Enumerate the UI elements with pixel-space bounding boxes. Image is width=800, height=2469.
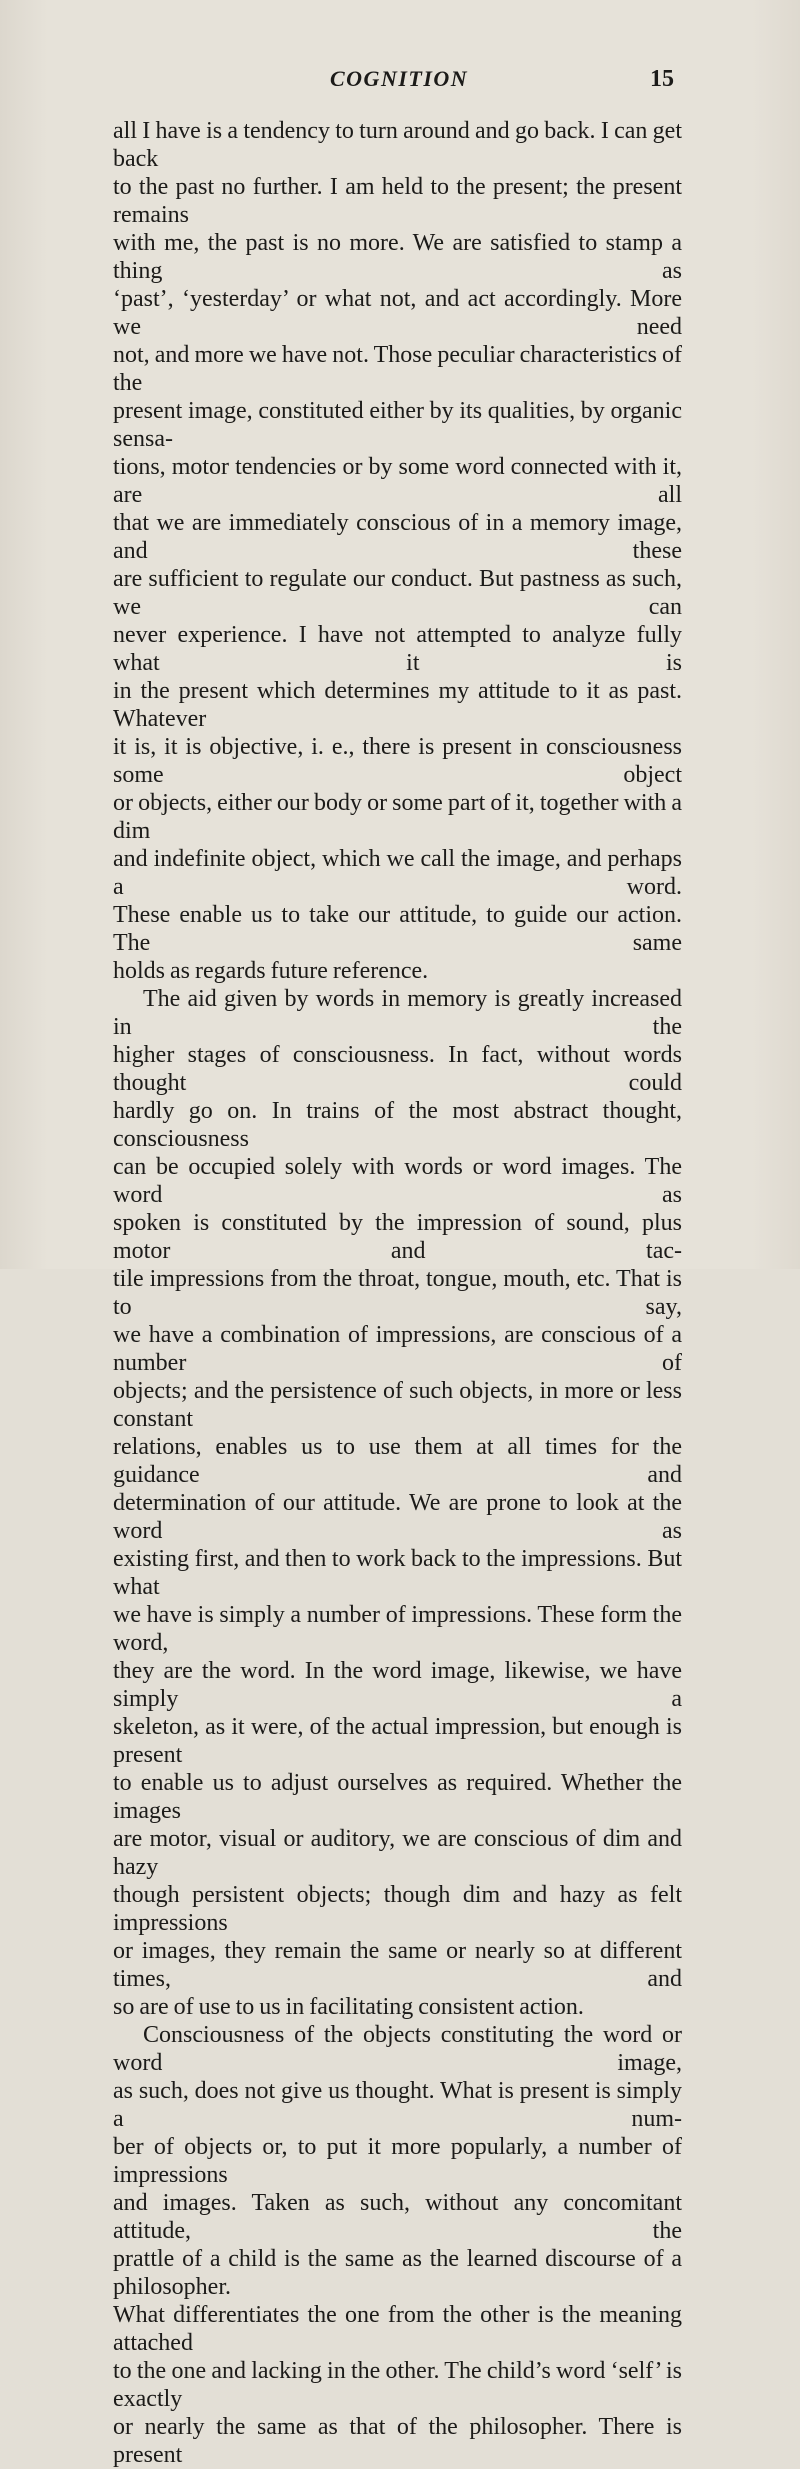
text-line: higher stages of consciousness. In fact, without words thought could [113, 1042, 682, 1096]
text-line: never experience. I have not attempted to analyze fully what it is [113, 622, 682, 676]
text-line: The aid given by words in memory is greatly increased in the [113, 986, 682, 1040]
text-line: or nearly the same as that of the philosopher. There is present [113, 2414, 682, 2468]
text-line: not, and more we have not. Those peculiar characteristics of the [113, 342, 682, 396]
text-line: ‘past’, ‘yesterday’ or what not, and act accordingly. More we need [113, 286, 682, 340]
text-line: though persistent objects; though dim and hazy as felt impressions [113, 1882, 682, 1936]
paragraph [113, 117, 682, 985]
text-line: These enable us to take our attitude, to guide our action. The same [113, 902, 682, 956]
text-line: existing first, and then to work back to the impressions. But what [113, 1546, 682, 1600]
text-line: to enable us to adjust ourselves as required. Whether the images [113, 1770, 682, 1824]
text-line: and indefinite object, which we call the image, and perhaps a word. [113, 846, 682, 900]
running-head [0, 66, 800, 106]
text-line: it is, it is objective, i. e., there is present in consciousness some object [113, 734, 682, 788]
text-line: all I have is a tendency to turn around and go back. I can get back [113, 118, 682, 172]
text-line: they are the word. In the word image, likewise, we have simply a [113, 1658, 682, 1712]
text-line: in the present which determines my attitude to it as past. Whatever [113, 678, 682, 732]
running-head-title: COGNITION [330, 66, 469, 91]
text-line: so are of use to us in facilitating consistent action. [113, 1994, 584, 2020]
paragraph [113, 2021, 682, 2469]
text-line: are motor, visual or auditory, we are conscious of dim and hazy [113, 1826, 682, 1880]
text-line: spoken is constituted by the impression of sound, plus motor and tac- [113, 1210, 682, 1264]
text-line: determination of our attitude. We are prone to look at the word as [113, 1490, 682, 1544]
text-line: prattle of a child is the same as the learned discourse of a philosopher. [113, 2246, 682, 2300]
text-line: ber of objects or, to put it more popularly, a number of impressions [113, 2134, 682, 2188]
body-text [113, 117, 682, 2469]
paragraph [113, 985, 682, 2021]
text-line: holds as regards future reference. [113, 958, 429, 984]
text-line: hardly go on. In trains of the most abstract thought, consciousness [113, 1098, 682, 1152]
text-line: can be occupied solely with words or word images. The word as [113, 1154, 682, 1208]
text-line: objects; and the persistence of such objects, in more or less constant [113, 1378, 682, 1432]
text-line: we have is simply a number of impressions. These form the word, [113, 1602, 682, 1656]
text-line: or objects, either our body or some part of it, together with a dim [113, 790, 682, 844]
text-line: to the one and lacking in the other. The child’s word ‘self’ is exactly [113, 2358, 682, 2412]
page-number: 15 [650, 66, 674, 92]
text-line: to the past no further. I am held to the present; the present remains [113, 174, 682, 228]
text-line: tions, motor tendencies or by some word connected with it, are all [113, 454, 682, 508]
text-line: are sufficient to regulate our conduct. But pastness as such, we can [113, 566, 682, 620]
text-line: skeleton, as it were, of the actual impression, but enough is present [113, 1714, 682, 1768]
text-line: with me, the past is no more. We are satisfied to stamp a thing as [113, 230, 682, 284]
text-line: we have a combination of impressions, are conscious of a number of [113, 1322, 682, 1376]
text-line: relations, enables us to use them at all times for the guidance and [113, 1434, 682, 1488]
text-line: Consciousness of the objects constituting the word or word image, [113, 2022, 682, 2076]
text-line: What differentiates the one from the other is the meaning attached [113, 2302, 682, 2356]
text-line: or images, they remain the same or nearly so at different times, and [113, 1938, 682, 1992]
text-line: and images. Taken as such, without any concomitant attitude, the [113, 2190, 682, 2244]
text-line: that we are immediately conscious of in a memory image, and these [113, 510, 682, 564]
text-line: tile impressions from the throat, tongue, mouth, etc. That is to say, [113, 1266, 682, 1320]
text-line: present image, constituted either by its qualities, by organic sensa- [113, 398, 682, 452]
text-line: as such, does not give us thought. What is present is simply a num- [113, 2078, 682, 2132]
